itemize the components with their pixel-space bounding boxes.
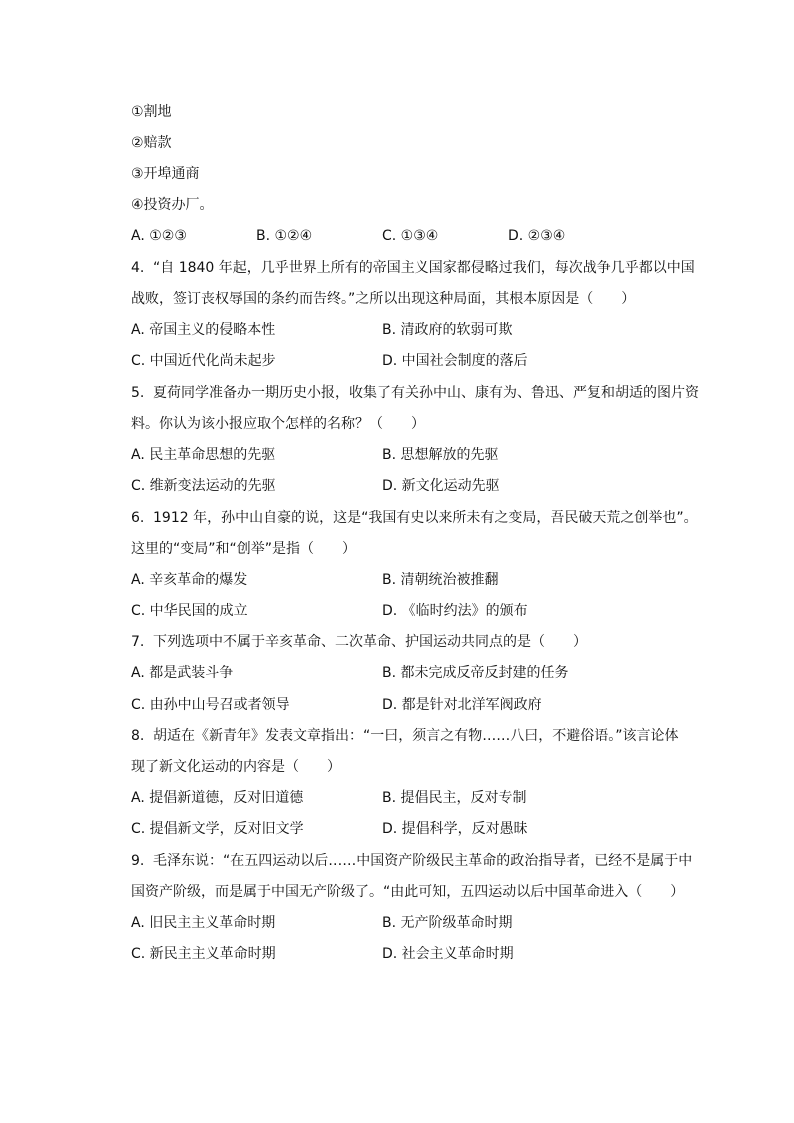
item-factories: ④投资办厂。 (131, 197, 214, 213)
question-5-option-d: D. 新文化运动先驱 (382, 478, 500, 494)
question-8-option-c: C. 提倡新文学，反对旧文学 (131, 821, 304, 837)
item-indemnity: ②赔款 (131, 135, 172, 151)
question-5-line-2: 料。你认为该小报应取个怎样的名称？（ ） (131, 416, 425, 432)
question-9-option-b: B. 无产阶级革命时期 (382, 915, 513, 931)
question-9-line-1: 9. 毛泽东说：“在五四运动以后……中国资产阶级民主革命的政治指导者，已经不是属于中 (131, 853, 693, 869)
question-5-option-b: B. 思想解放的先驱 (382, 447, 499, 463)
question-4-option-b: B. 清政府的软弱可欺 (382, 322, 513, 338)
question-4-number: 4. (131, 260, 145, 276)
question-9-option-a: A. 旧民主主义革命时期 (131, 915, 276, 931)
question-7-number: 7. (131, 634, 145, 650)
question-6-line-2: 这里的“变局”和“创举”是指（ ） (131, 541, 357, 557)
question-4-line-2: 战败，签订丧权辱国的条约而告终。”之所以出现这种局面，其根本原因是（ ） (131, 291, 636, 307)
question-8-number: 8. (131, 728, 145, 744)
question-8-option-d: D. 提倡科学，反对愚昧 (382, 821, 528, 837)
question-9-option-d: D. 社会主义革命时期 (382, 946, 514, 962)
question-8-line-2: 现了新文化运动的内容是（ ） (131, 759, 341, 775)
question-6-option-d: D. 《临时约法》的颁布 (382, 603, 528, 619)
question-5-number: 5. (131, 385, 145, 401)
question-7-option-d: D. 都是针对北洋军阀政府 (382, 697, 542, 713)
question-5-option-c: C. 维新变法运动的先驱 (131, 478, 276, 494)
q3-option-d: D. ②③④ (508, 228, 566, 244)
question-9-line-2: 国资产阶级，而是属于中国无产阶级了。“由此可知，五四运动以后中国革命进入（ ） (131, 884, 685, 900)
q3-option-b: B. ①②④ (256, 228, 313, 244)
question-6-option-a: A. 辛亥革命的爆发 (131, 572, 248, 588)
question-7-option-c: C. 由孙中山号召或者领导 (131, 697, 290, 713)
question-7-option-b: B. 都未完成反帝反封建的任务 (382, 665, 569, 681)
question-4-line-1: 4. “自 1840 年起，几乎世界上所有的帝国主义国家都侵略过我们，每次战争几乎都以中国 (131, 260, 695, 276)
item-open-ports: ③开埠通商 (131, 166, 200, 182)
question-6-option-b: B. 清朝统治被推翻 (382, 572, 499, 588)
question-7-option-a: A. 都是武装斗争 (131, 665, 234, 681)
question-7-line-1: 7. 下列选项中不属于辛亥革命、二次革命、护国运动共同点的是（ ） (131, 634, 587, 650)
question-9-option-c: C. 新民主主义革命时期 (131, 946, 276, 962)
question-8-option-b: B. 提倡民主，反对专制 (382, 790, 527, 806)
question-6-option-c: C. 中华民国的成立 (131, 603, 248, 619)
question-5-line-1: 5. 夏荷同学准备办一期历史小报，收集了有关孙中山、康有为、鲁迅、严复和胡适的图片资 (131, 385, 699, 401)
question-5-option-a: A. 民主革命思想的先驱 (131, 447, 276, 463)
q3-option-c: C. ①③④ (382, 228, 439, 244)
question-8-option-a: A. 提倡新道德，反对旧道德 (131, 790, 304, 806)
question-8-line-1: 8. 胡适在《新青年》发表文章指出：“一曰，须言之有物……八曰，不避俗语。”该言论体 (131, 728, 679, 744)
item-cession: ①割地 (131, 104, 172, 120)
question-9-number: 9. (131, 853, 145, 869)
q3-option-a: A. ①②③ (131, 228, 187, 244)
question-4-option-d: D. 中国社会制度的落后 (382, 353, 528, 369)
question-6-number: 6. (131, 510, 145, 526)
question-4-option-a: A. 帝国主义的侵略本性 (131, 322, 276, 338)
question-6-line-1: 6. 1912 年，孙中山自豪的说，这是“我国有史以来所未有之变局，吾民破天荒之创举也”。 (131, 510, 698, 526)
question-4-option-c: C. 中国近代化尚未起步 (131, 353, 276, 369)
